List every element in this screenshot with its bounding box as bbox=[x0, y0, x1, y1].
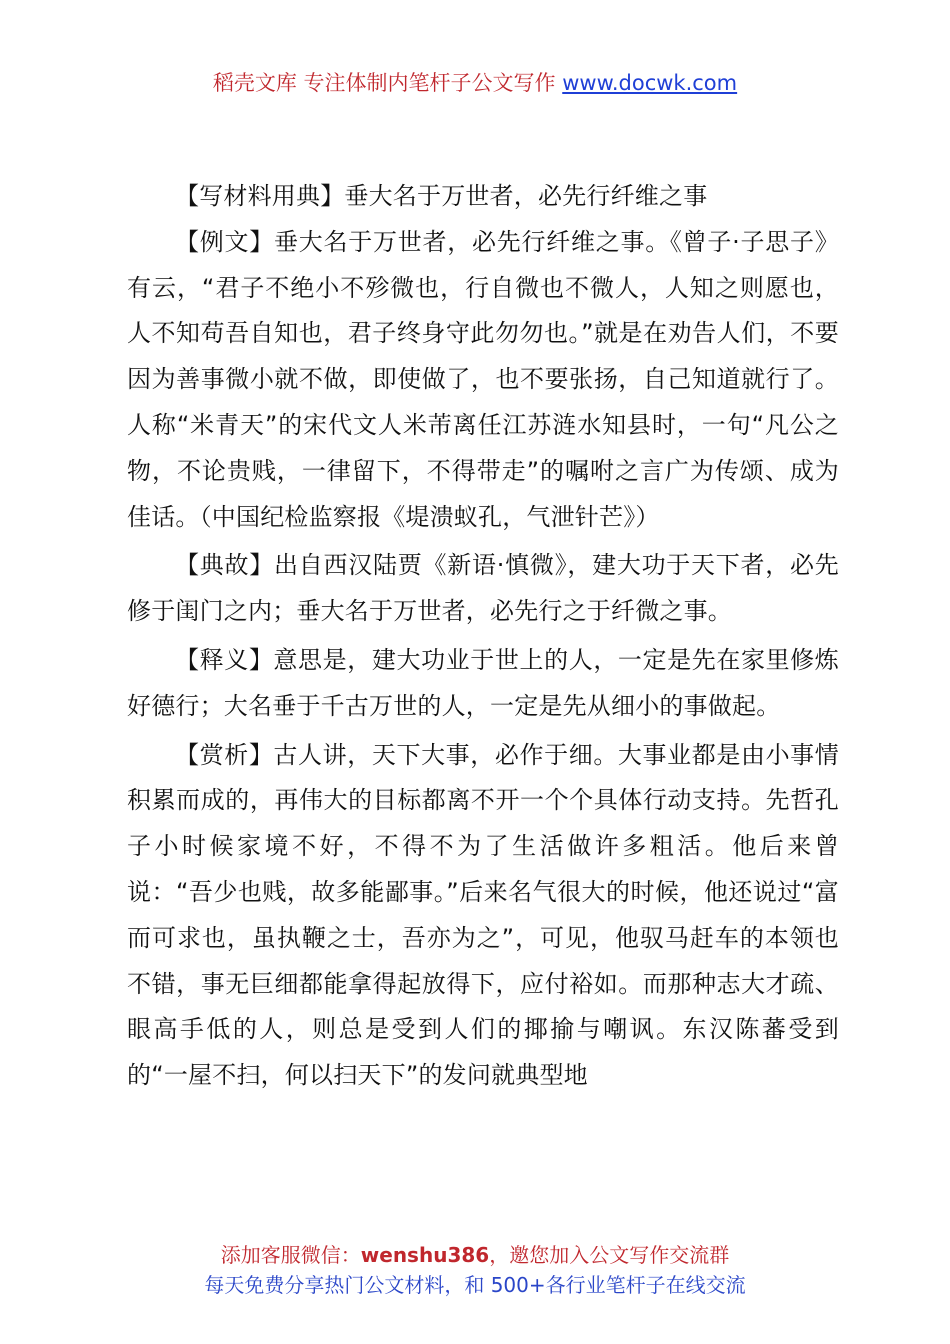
meaning-paragraph: 【释义】意思是，建大功业于世上的人，一定是先在家里修炼好德行；大名垂于千古万世的人，一定是先从细小的事做起。 bbox=[127, 645, 839, 720]
brand-slogan: 稻壳文库 专注体制内笔杆子公文写作 bbox=[212, 71, 556, 95]
article-body bbox=[127, 174, 839, 1099]
example-paragraph: 【例文】垂大名于万世者，必先行纤维之事。《曾子·子思子》有云，“君子不绝小不殄微也，行自微也不微人，人知之则愿也，人不知苟吾自知也，君子终身守此勿勿也。”就是在劝告人们，不要因为善事微小就不做，即使做了，也不要张扬，自己知道就行了。人称“米青天”的宋代文人米芾离任江苏涟水知县时，一句“凡公之物，不论贵贱，一律留下，不得带走”的嘱咐之言广为传颂、成为佳话。（中国纪检监察报《堤溃蚁孔，气泄针芒》） bbox=[127, 227, 839, 531]
article-title-line: 【写材料用典】垂大名于万世者，必先行纤维之事 bbox=[175, 182, 708, 210]
wechat-id: wenshu386 bbox=[360, 1243, 490, 1267]
site-link[interactable]: www.docwk.com bbox=[562, 71, 738, 95]
footer-contact-suffix: ，邀您加入公文写作交流群 bbox=[489, 1243, 730, 1267]
footer-share-line: 每天免费分享热门公文材料，和 500+各行业笔杆子在线交流 bbox=[204, 1273, 746, 1297]
source-paragraph: 【典故】出自西汉陆贾《新语·慎微》，建大功于天下者，必先修于闺门之内；垂大名于万世者，必先行之于纤微之事。 bbox=[127, 551, 839, 626]
page-footer bbox=[0, 1240, 950, 1300]
footer-contact-line bbox=[0, 1240, 950, 1270]
analysis-paragraph: 【赏析】古人讲，天下大事，必作于细。大事业都是由小事情积累而成的，再伟大的目标都离不开一个个具体行动支持。先哲孔子小时候家境不好，不得不为了生活做许多粗活。他后来曾说：“吾少也贱，故多能鄙事。”后来名气很大的时候，他还说过“富而可求也，虽执鞭之士，吾亦为之”，可见，他驭马赶车的本领也不错，事无巨细都能拿得起放得下，应付裕如。而那种志大才疏、眼高手低的人，则总是受到人们的揶揄与嘲讽。东汉陈蕃受到的“一屋不扫，何以扫天下”的发问就典型地 bbox=[127, 740, 839, 1090]
footer-contact-prefix: 添加客服微信： bbox=[220, 1243, 361, 1267]
page-header bbox=[0, 68, 950, 98]
